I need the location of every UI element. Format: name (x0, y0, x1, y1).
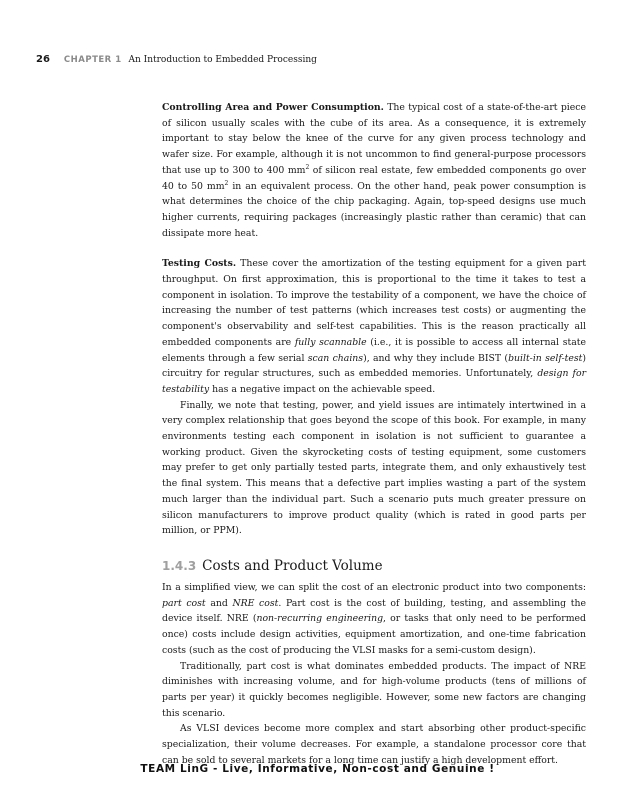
page-body (162, 100, 586, 768)
chapter-title: An Introduction to Embedded Processing (128, 55, 317, 65)
paragraph-traditionally: Traditionally, part cost is what dominates embedded products. The impact of NRE diminishes with increasing volume, and for high-volume products (tens of millions of parts per year) it quickly becomes negligible. However, some new factors are changing this scenario. (162, 660, 586, 719)
footer-banner: TEAM LinG - Live, Informative, Non-cost and Genuine ! (140, 763, 495, 775)
section-heading (162, 558, 586, 574)
run-in-heading-testing: Testing Costs. (162, 258, 237, 270)
running-header (36, 54, 317, 65)
section-title: Costs and Product Volume (202, 557, 383, 574)
page-number: 26 (36, 54, 50, 65)
paragraph-simplified-view: In a simplified view, we can split the cost of an electronic product into two components: part cost and NRE cost. Part cost is the cost of building, testing, and assembling the device itself. NRE (non-recurring engineering, or tasks that only need to be performed once) costs include design activities, equipment amortization, and one-time fabrication costs (such as the cost of producing the VLSI masks for a semi-custom design). (162, 581, 586, 656)
paragraph-finally: Finally, we note that testing, power, and yield issues are intimately intertwined in a very complex relationship that goes beyond the scope of this book. For example, in many environments testing each component in isolation is not sufficient to guarantee a working product. Given the skyrocketing costs of testing equipment, some customers may prefer to get only partially tested parts, integrate them, and only exhaustively test the final system. This means that a defective part implies wasting a part of the system much larger than the individual part. Such a scenario puts much greater pressure on silicon manufacturers to improve product quality (which is rated in good parts per million, or PPM). (162, 399, 586, 537)
section-number: 1.4.3 (162, 558, 197, 573)
paragraph-vlsi-devices: As VLSI devices become more complex and start absorbing other product-specific specialization, their volume decreases. For example, a standalone processor core that can be sold to several markets for a long time can justify a high development effort. (162, 723, 586, 766)
chapter-label: CHAPTER 1 (63, 55, 122, 65)
run-in-heading-area-power: Controlling Area and Power Consumption. (162, 102, 384, 113)
paragraph-area-power: Controlling Area and Power Consumption. The typical cost of a state-of-the-art piece of silicon usually scales with the cube of its area. As a consequence, it is extremely important to stay below the knee of the curve for any given process technology and wafer size. For example, although it is not uncommon to find general-purpose processors that use up to 300 to 400 $mm^2$ of silicon real estate, few embedded components go over 40 to 50 $mm^2$ in an equivalent process. On the other hand, peak power consumption is what determines the choice of the chip packaging. Again, top-speed designs use much higher currents, requiring packages (increasingly plastic rather than ceramic) that can dissipate more heat. (162, 102, 586, 239)
paragraph-testing-costs: Testing Costs. These cover the amortization of the testing equipment for a given part throughput. On first approximation, this is proportional to the time it takes to test a component in isolation. To improve the testability of a component, we have the choice of increasing the number of test patterns (which increases test costs) or augmenting the component's observability and self-test capabilities. This is the reason practically all embedded components are fully scannable (i.e., it is possible to access all internal state elements through a few serial scan chains), and why they include BIST (built-in self-test) circuitry for regular structures, such as embedded memories. Unfortunately, design for testability has a negative impact on the achievable speed. (162, 258, 587, 395)
